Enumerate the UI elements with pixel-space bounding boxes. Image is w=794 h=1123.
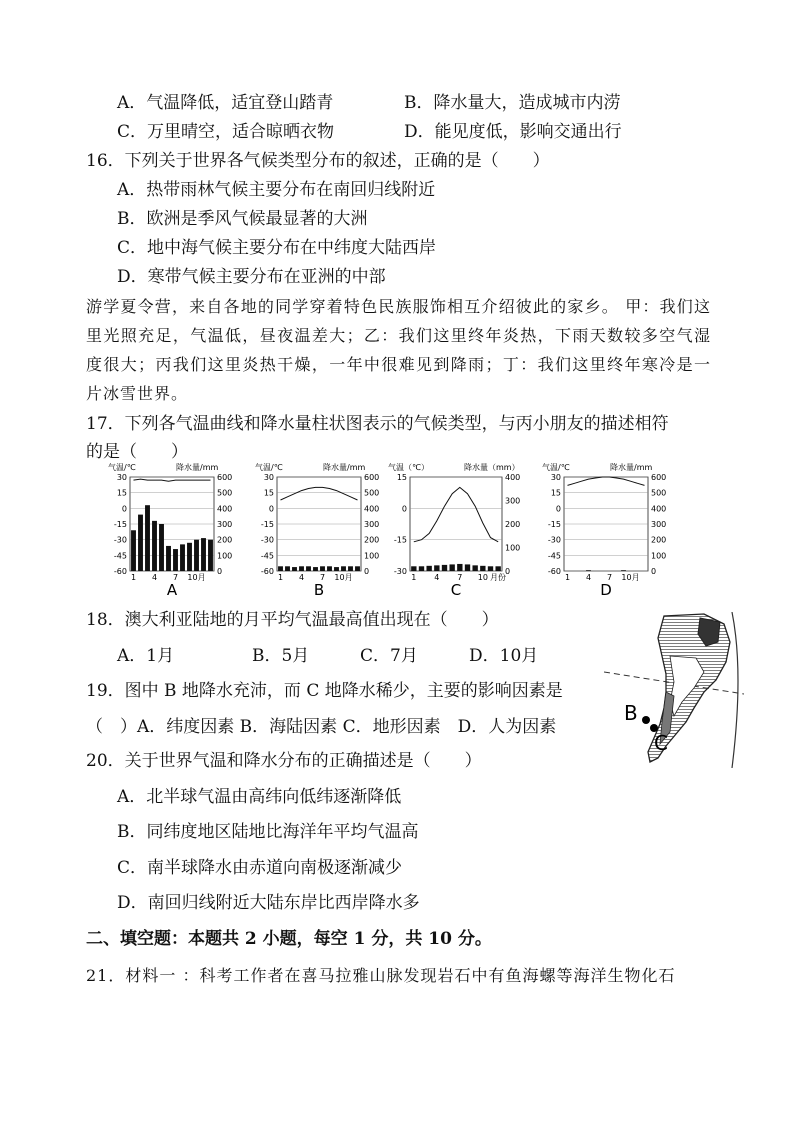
precip-tick-label: 100 [505, 543, 521, 553]
temp-tick-label: -60 [113, 567, 127, 576]
precip-tick-label: 100 [651, 551, 667, 561]
temp-tick-label: -45 [260, 551, 274, 561]
temp-tick-label: 0 [555, 504, 561, 514]
precip-bar [173, 549, 178, 571]
month-tick-label: 1 [277, 573, 284, 582]
month-tick-label: 4 [585, 573, 592, 582]
q21-material-one: 21．材料一 ：科考工作者在喜马拉雅山脉发现岩石中有鱼海螺等海洋生物化石 [86, 966, 676, 985]
q16-option-d: D．寒带气候主要分布在亚洲的中部 [117, 267, 386, 287]
precip-bar [180, 544, 185, 571]
precip-bar [299, 566, 304, 571]
precip-tick-label: 100 [364, 551, 380, 561]
precip-bar [334, 567, 339, 571]
precip-bar [355, 566, 360, 571]
temp-tick-label: 30 [116, 473, 127, 482]
precip-tick-label: 0 [217, 567, 223, 576]
q19-stem-line2: （ ）A．纬度因素 B．海陆因素 C．地形因素 D．人为因素 [86, 717, 557, 737]
temperature-curve [134, 479, 211, 481]
temp-axis-title: 气温（℃） [388, 463, 429, 472]
precip-tick-label: 0 [651, 567, 657, 576]
precip-bar [278, 566, 283, 571]
precip-tick-label: 300 [651, 520, 667, 529]
precip-tick-label: 300 [364, 520, 380, 529]
month-tick-label: 4 [434, 573, 440, 582]
temp-tick-label: -45 [547, 551, 561, 561]
temp-tick-label: 15 [550, 488, 561, 498]
month-tick-label: 1 [130, 573, 137, 582]
precip-bar [131, 530, 136, 571]
precip-tick-label: 500 [217, 488, 233, 498]
precip-bar [434, 565, 439, 571]
q18-option-c: C．7月 [360, 646, 418, 666]
temp-axis-title: 气温/℃ [542, 463, 570, 472]
precip-tick-label: 0 [364, 567, 370, 576]
q19-stem-line1: 19．图中 B 地降水充沛，而 C 地降水稀少，主要的影响因素是 [86, 681, 563, 701]
temp-tick-label: -60 [260, 567, 274, 576]
q18-option-b: B．5月 [252, 646, 310, 666]
map-label-c: C [654, 731, 668, 755]
temp-tick-label: 0 [268, 504, 274, 514]
q16-stem: 16．下列关于世界各气候类型分布的叙述，正确的是（ ） [86, 151, 550, 171]
precip-bar [187, 543, 192, 571]
temp-axis-title: 气温/℃ [108, 463, 136, 472]
temp-tick-label: -15 [393, 535, 407, 545]
precip-bar [159, 524, 164, 571]
precip-bar [442, 565, 447, 571]
month-tick-label: 10 [477, 573, 488, 582]
precip-bar [145, 505, 150, 571]
month-tick-label: 7 [606, 573, 613, 582]
month-tick-label: 月份 [490, 573, 506, 582]
q20-option-b: B．同纬度地区陆地比海洋年平均气温高 [117, 822, 419, 842]
precip-tick-label: 0 [505, 567, 511, 576]
q16-option-c: C．地中海气候主要分布在中纬度大陆西岸 [117, 238, 437, 258]
temp-tick-label: 15 [263, 488, 274, 498]
precip-tick-label: 200 [217, 535, 233, 545]
precip-bar [495, 566, 500, 571]
precip-tick-label: 400 [651, 504, 667, 514]
month-tick-label: 4 [298, 573, 305, 582]
q15-option-a: A．气温降低，适宜登山踏青 [117, 93, 334, 113]
month-tick-label: 7 [172, 573, 179, 582]
month-tick-label: 1 [564, 573, 571, 582]
chart-label: B [313, 581, 325, 596]
temp-tick-label: -30 [547, 535, 561, 545]
temp-tick-label: 15 [116, 488, 127, 498]
month-tick-label: 10月 [187, 573, 206, 582]
temp-tick-label: 0 [121, 504, 127, 514]
precip-bar [201, 538, 206, 571]
precip-tick-label: 600 [217, 473, 233, 482]
precip-bar [320, 566, 325, 571]
precip-bar [292, 567, 297, 571]
precip-axis-title: 降水量/mm [176, 463, 219, 472]
q20-option-d: D．南回归线附近大陆东岸比西岸降水多 [117, 893, 420, 913]
precip-tick-label: 200 [505, 520, 521, 529]
temperature-curve [281, 487, 358, 500]
precip-bar [621, 570, 626, 571]
precip-bar [208, 540, 213, 571]
q16-option-a: A．热带雨林气候主要分布在南回归线附近 [117, 180, 436, 200]
precip-tick-label: 500 [651, 488, 667, 498]
chart-label: D [600, 581, 612, 596]
q17-stem-line2: 的是（ ） [86, 442, 188, 462]
map-label-b: B [624, 701, 638, 725]
precip-bar [306, 566, 311, 571]
q18-stem: 18．澳大利亚陆地的月平均气温最高值出现在（ ） [86, 610, 499, 630]
month-tick-label: 10月 [334, 573, 353, 582]
q18-option-d: D．10月 [469, 646, 539, 666]
q20-option-c: C．南半球降水由赤道向南极逐渐减少 [117, 858, 403, 878]
precip-tick-label: 400 [505, 473, 521, 482]
precip-bar [480, 566, 485, 571]
precip-tick-label: 500 [364, 488, 380, 498]
temp-tick-label: -15 [260, 520, 274, 529]
camp-intro-paragraph: 游学夏令营，来自各地的同学穿着特色民族服饰相互介绍彼此的家乡。 甲：我们这里光照充足，气温低，昼夜温差大；乙：我们这里终年炎热，下雨天数较多空气湿度很大；丙我们这里炎热干燥，一年中很难见到降雨；丁：我们这里终年寒冷是一片冰雪世界。 [86, 297, 711, 403]
precip-bar [488, 566, 493, 571]
temp-tick-label: 0 [401, 504, 407, 514]
temp-tick-label: -30 [260, 535, 274, 545]
precip-tick-label: 200 [364, 535, 380, 545]
climate-chart-a [106, 461, 246, 596]
temp-tick-label: -30 [393, 567, 407, 576]
precip-bar [457, 564, 462, 571]
chart-label: C [450, 581, 462, 596]
precip-bar [348, 566, 353, 571]
temp-tick-label: 15 [396, 473, 407, 482]
temp-tick-label: -15 [547, 520, 561, 529]
precip-tick-label: 300 [217, 520, 233, 529]
chart-label: A [166, 581, 178, 596]
month-tick-label: 4 [151, 573, 158, 582]
precip-axis-title: 降水量/mm [323, 463, 366, 472]
temp-tick-label: -30 [113, 535, 127, 545]
precip-tick-label: 400 [217, 504, 233, 514]
q15-option-b: B．降水量大，造成城市内涝 [404, 93, 621, 113]
temp-tick-label: -15 [113, 520, 127, 529]
precip-tick-label: 200 [651, 535, 667, 545]
temperature-curve [568, 477, 645, 485]
temp-tick-label: 30 [550, 473, 561, 482]
climate-chart-c [386, 461, 536, 596]
map-point-b [642, 716, 650, 724]
precip-tick-label: 100 [217, 551, 233, 561]
precip-bar [138, 515, 143, 571]
precip-tick-label: 600 [651, 473, 667, 482]
month-tick-label: 10月 [621, 573, 640, 582]
precip-tick-label: 600 [364, 473, 380, 482]
precip-bar [285, 566, 290, 571]
precip-bar [426, 566, 431, 571]
precip-bar [472, 565, 477, 571]
q18-option-a: A．1月 [117, 646, 175, 666]
precip-tick-label: 400 [364, 504, 380, 514]
precip-bar [341, 566, 346, 571]
precip-axis-title: 降水量/mm [610, 463, 653, 472]
temp-tick-label: -60 [547, 567, 561, 576]
temp-tick-label: 30 [263, 473, 274, 482]
q15-option-c: C．万里晴空，适合晾晒衣物 [117, 122, 335, 142]
precip-axis-title: 降水量（mm） [464, 463, 520, 472]
climate-chart-d [540, 461, 680, 596]
precip-bar [327, 566, 332, 571]
temp-axis-title: 气温/℃ [255, 463, 283, 472]
q17-stem-line1: 17．下列各气温曲线和降水量柱状图表示的气候类型，与丙小朋友的描述相符 [86, 414, 669, 434]
q15-option-d: D．能见度低，影响交通出行 [404, 122, 622, 142]
precip-bar [419, 566, 424, 571]
precip-tick-label: 300 [505, 496, 521, 506]
precip-bar [194, 540, 199, 571]
temp-tick-label: -45 [113, 551, 127, 561]
section-2-heading: 二、填空题：本题共 2 小题，每空 1 分，共 10 分。 [86, 929, 492, 949]
month-tick-label: 7 [457, 573, 463, 582]
month-tick-label: 7 [319, 573, 326, 582]
precip-bar [449, 564, 454, 571]
climate-chart-b [253, 461, 393, 596]
precip-bar [586, 570, 591, 571]
q16-option-b: B．欧洲是季风气候最显著的大洲 [117, 209, 368, 229]
precip-bar [152, 521, 157, 571]
south-america-map [604, 612, 744, 768]
precip-bar [465, 564, 470, 571]
precip-bar [313, 567, 318, 571]
precip-bar [166, 546, 171, 571]
month-tick-label: 1 [411, 573, 417, 582]
precip-bar [411, 566, 416, 571]
q20-stem: 20．关于世界气温和降水分布的正确描述是（ ） [86, 751, 482, 771]
temperature-curve [414, 487, 498, 541]
q20-option-a: A．北半球气温由高纬向低纬逐渐降低 [117, 787, 402, 807]
